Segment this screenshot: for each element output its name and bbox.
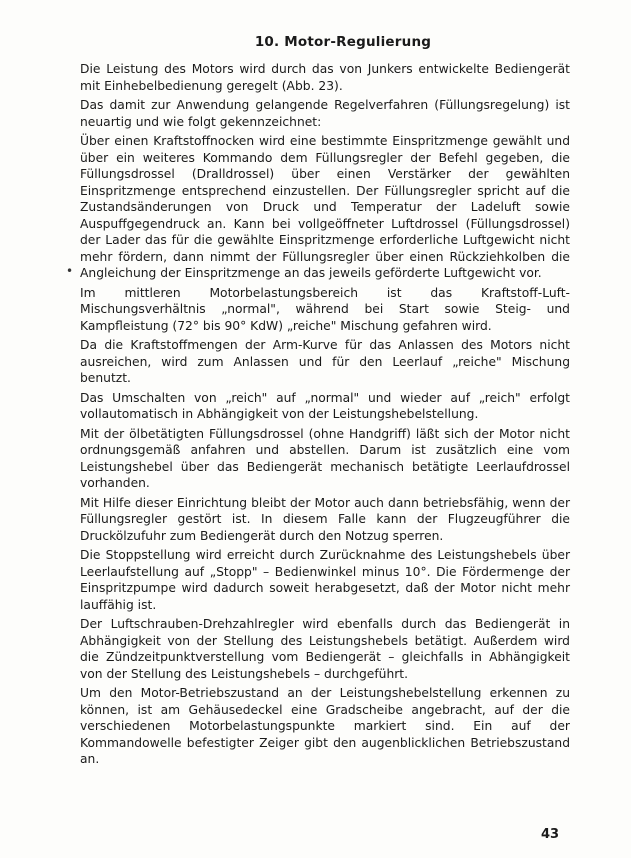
page-number: 43 — [541, 827, 560, 842]
paragraph: Das damit zur Anwendung gelangende Regelverfahren (Füllungsregelung) ist neuartig und wie folgt gekennzeichnet: — [80, 98, 570, 129]
paragraph: Das Umschalten von „reich" auf „normal" und wieder auf „reich" erfolgt vollautomatisch in Abhängigkeit von der Leistungshebelstellung. — [80, 390, 570, 421]
paragraph: Die Leistung des Motors wird durch das von Junkers entwickelte Bediengerät mit Einhebelbedienung geregelt (Abb. 23). — [80, 62, 570, 93]
paragraph: Da die Kraftstoffmengen der Arm-Kurve für das Anlassen des Motors nicht ausreichen, wird zum Anlassen und für den Leerlauf „reiche" Mischung benutzt. — [80, 338, 570, 385]
paragraph: Die Stoppstellung wird erreicht durch Zurücknahme des Leistungshebels über Leerlaufstellung auf „Stopp" – Bedienwinkel minus 10°. Die Fördermenge der Einspritzpumpe wird dadurch soweit herabgesetzt, daß der Motor nicht mehr lauffähig ist. — [80, 548, 570, 612]
page-body — [80, 34, 570, 771]
paragraph: Mit der ölbetätigten Füllungsdrossel (ohne Handgriff) läßt sich der Motor nicht ordnungsgemäß anfahren und abstellen. Darum ist zusätzlich eine vom Leistungshebel über das Bediengerät mechanisch betätigte Leerlaufdrossel vorhanden. — [80, 426, 570, 490]
paragraph: Im mittleren Motorbelastungsbereich ist das Kraftstoff-Luft-Mischungsverhältnis „normal", während bei Start sowie Steig- und Kampfleistung (72° bis 90° KdW) „reiche" Mischung gefahren wird. — [80, 285, 570, 333]
margin-mark: • — [66, 264, 74, 278]
paragraph: Über einen Kraftstoffnocken wird eine bestimmte Einspritzmenge gewählt und über ein weiteres Kommando dem Füllungsregler der Befehl gegeben, die Füllungsdrossel (Dralldrossel) über einen Verstärker der gewählten Einspritzmenge entsprechend einzustellen. Der Füllungsregler spricht auf die Zustandsänderungen von Druck und Temperatur der Ladeluft sowie Auspuffgegendruck an. Kann bei vollgeöffneter Luftdrossel (Füllungsdrossel) der Lader das für die gewählte Einspritzmenge erforderliche Luftgewicht nicht mehr fördern, dann nimmt der Füllungsregler über einen Rückziehkolben die Angleichung der Einspritzmenge an das jeweils geförderte Luftgewicht vor. — [80, 134, 570, 280]
paragraph: Der Luftschrauben-Drehzahlregler wird ebenfalls durch das Bediengerät in Abhängigkeit von der Stellung des Leistungshebels betätigt. Außerdem wird die Zündzeitpunktverstellung vom Bediengerät – gleichfalls in Abhängigkeit von der Stellung des Leistungshebels – durchgeführt. — [80, 617, 570, 681]
paragraph: Mit Hilfe dieser Einrichtung bleibt der Motor auch dann betriebsfähig, wenn der Füllungsregler gestört ist. In diesem Falle kann der Flugzeugführer die Druckölzufuhr zum Bediengerät durch den Notzug sperren. — [80, 495, 570, 543]
section-heading: 10. Motor-Regulierung — [254, 34, 432, 50]
paragraph: Um den Motor-Betriebszustand an der Leistungshebelstellung erkennen zu können, ist am Gehäusedeckel eine Gradscheibe angebracht, auf der die verschiedenen Motorbelastungspunkte markiert sind. Ein auf der Kommandowelle befestigter Zeiger gibt den augenblicklichen Betriebszustand an. — [80, 686, 570, 766]
